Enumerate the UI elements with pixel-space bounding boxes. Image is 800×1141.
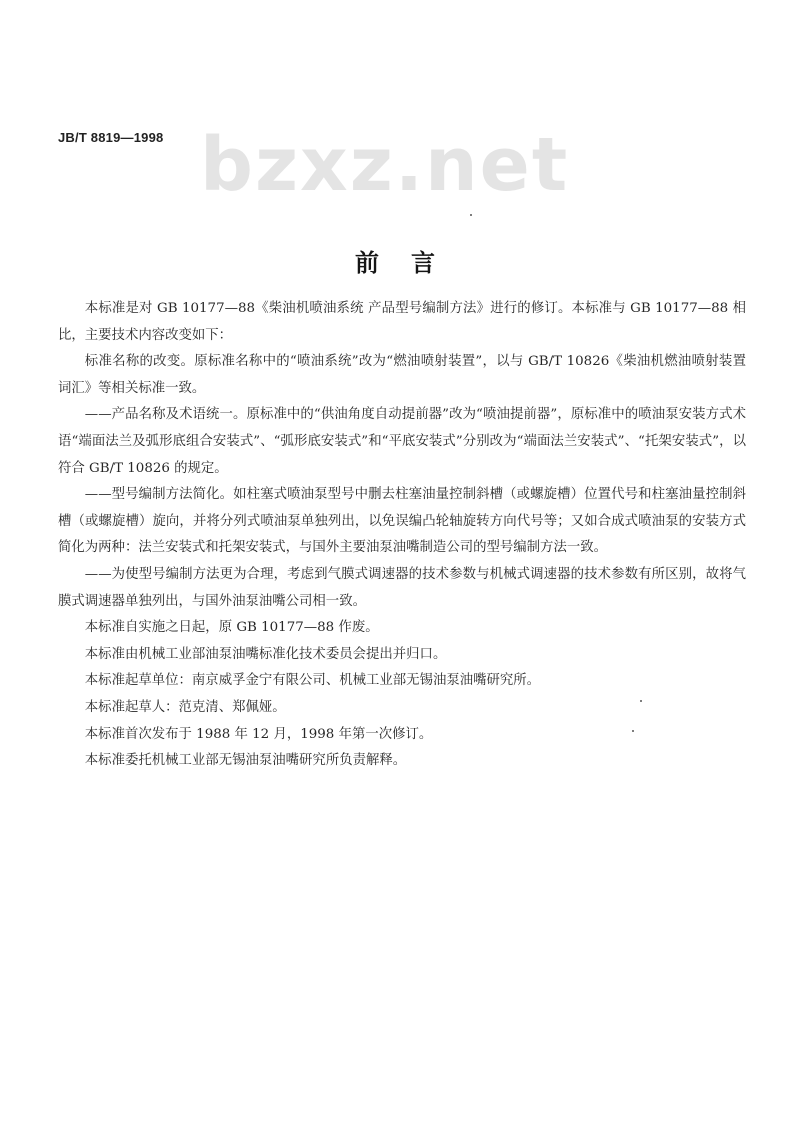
scan-speck <box>470 214 472 216</box>
page-title: 前言 <box>355 249 467 277</box>
paragraph-governor: ——为使型号编制方法更为合理，考虑到气膜式调速器的技术参数与机械式调速器的技术参数有所区别，故将气膜式调速器单独列出，与国外油泵油嘴公司相一致。 <box>58 566 746 609</box>
paragraph-drafting-units: 本标准起草单位：南京威孚金宁有限公司、机械工业部无锡油泵油嘴研究所。 <box>84 673 541 689</box>
paragraph-supersedes: 本标准自实施之日起，原 GB 10177—88 作废。 <box>84 620 379 636</box>
paragraph-name-change: 标准名称的改变。原标准名称中的“喷油系统”改为“燃油喷射装置”，以与 GB/T 10826《柴油机燃油喷射装置 词汇》等相关标准一致。 <box>58 354 746 396</box>
paragraph-drafters: 本标准起草人：范克清、郑佩娅。 <box>84 699 286 715</box>
paragraph-proposer: 本标准由机械工业部油泵油嘴标准化技术委员会提出并归口。 <box>84 646 447 662</box>
paragraph-terminology: ——产品名称及术语统一。原标准中的“供油角度自动提前器”改为“喷油提前器”，原标准中的喷油泵安装方式术语“端面法兰及弧形底组合安装式”、“弧形底安装式”和“平底安装式”分别改为“端面法兰安装式”、“托架安装式”，以符合 GB/T 10826 的规定。 <box>58 407 746 476</box>
paragraph-history: 本标准首次发布于 1988 年 12 月，1998 年第一次修订。 <box>84 726 433 742</box>
standard-code: JB/T 8819—1998 <box>58 130 164 145</box>
paragraph-intro: 本标准是对 GB 10177—88《柴油机喷油系统 产品型号编制方法》进行的修订。本标准与 GB 10177—88 相比，主要技术内容改变如下： <box>58 301 746 343</box>
paragraph-interpretation: 本标准委托机械工业部无锡油泵油嘴研究所负责解释。 <box>84 753 407 769</box>
paragraph-model-simplification: ——型号编制方法简化。如柱塞式喷油泵型号中删去柱塞油量控制斜槽（或螺旋槽）位置代号和柱塞油量控制斜槽（或螺旋槽）旋向，并将分列式喷油泵单独列出，以免误编凸轮轴旋转方向代号等；又如合成式喷油泵的安装方式简化为两种：法兰安装式和托架安装式，与国外主要油泵油嘴制造公司的型号编制方法一致。 <box>58 487 746 556</box>
watermark-text: bzxz.net <box>200 122 570 208</box>
foreword-body <box>58 296 746 775</box>
